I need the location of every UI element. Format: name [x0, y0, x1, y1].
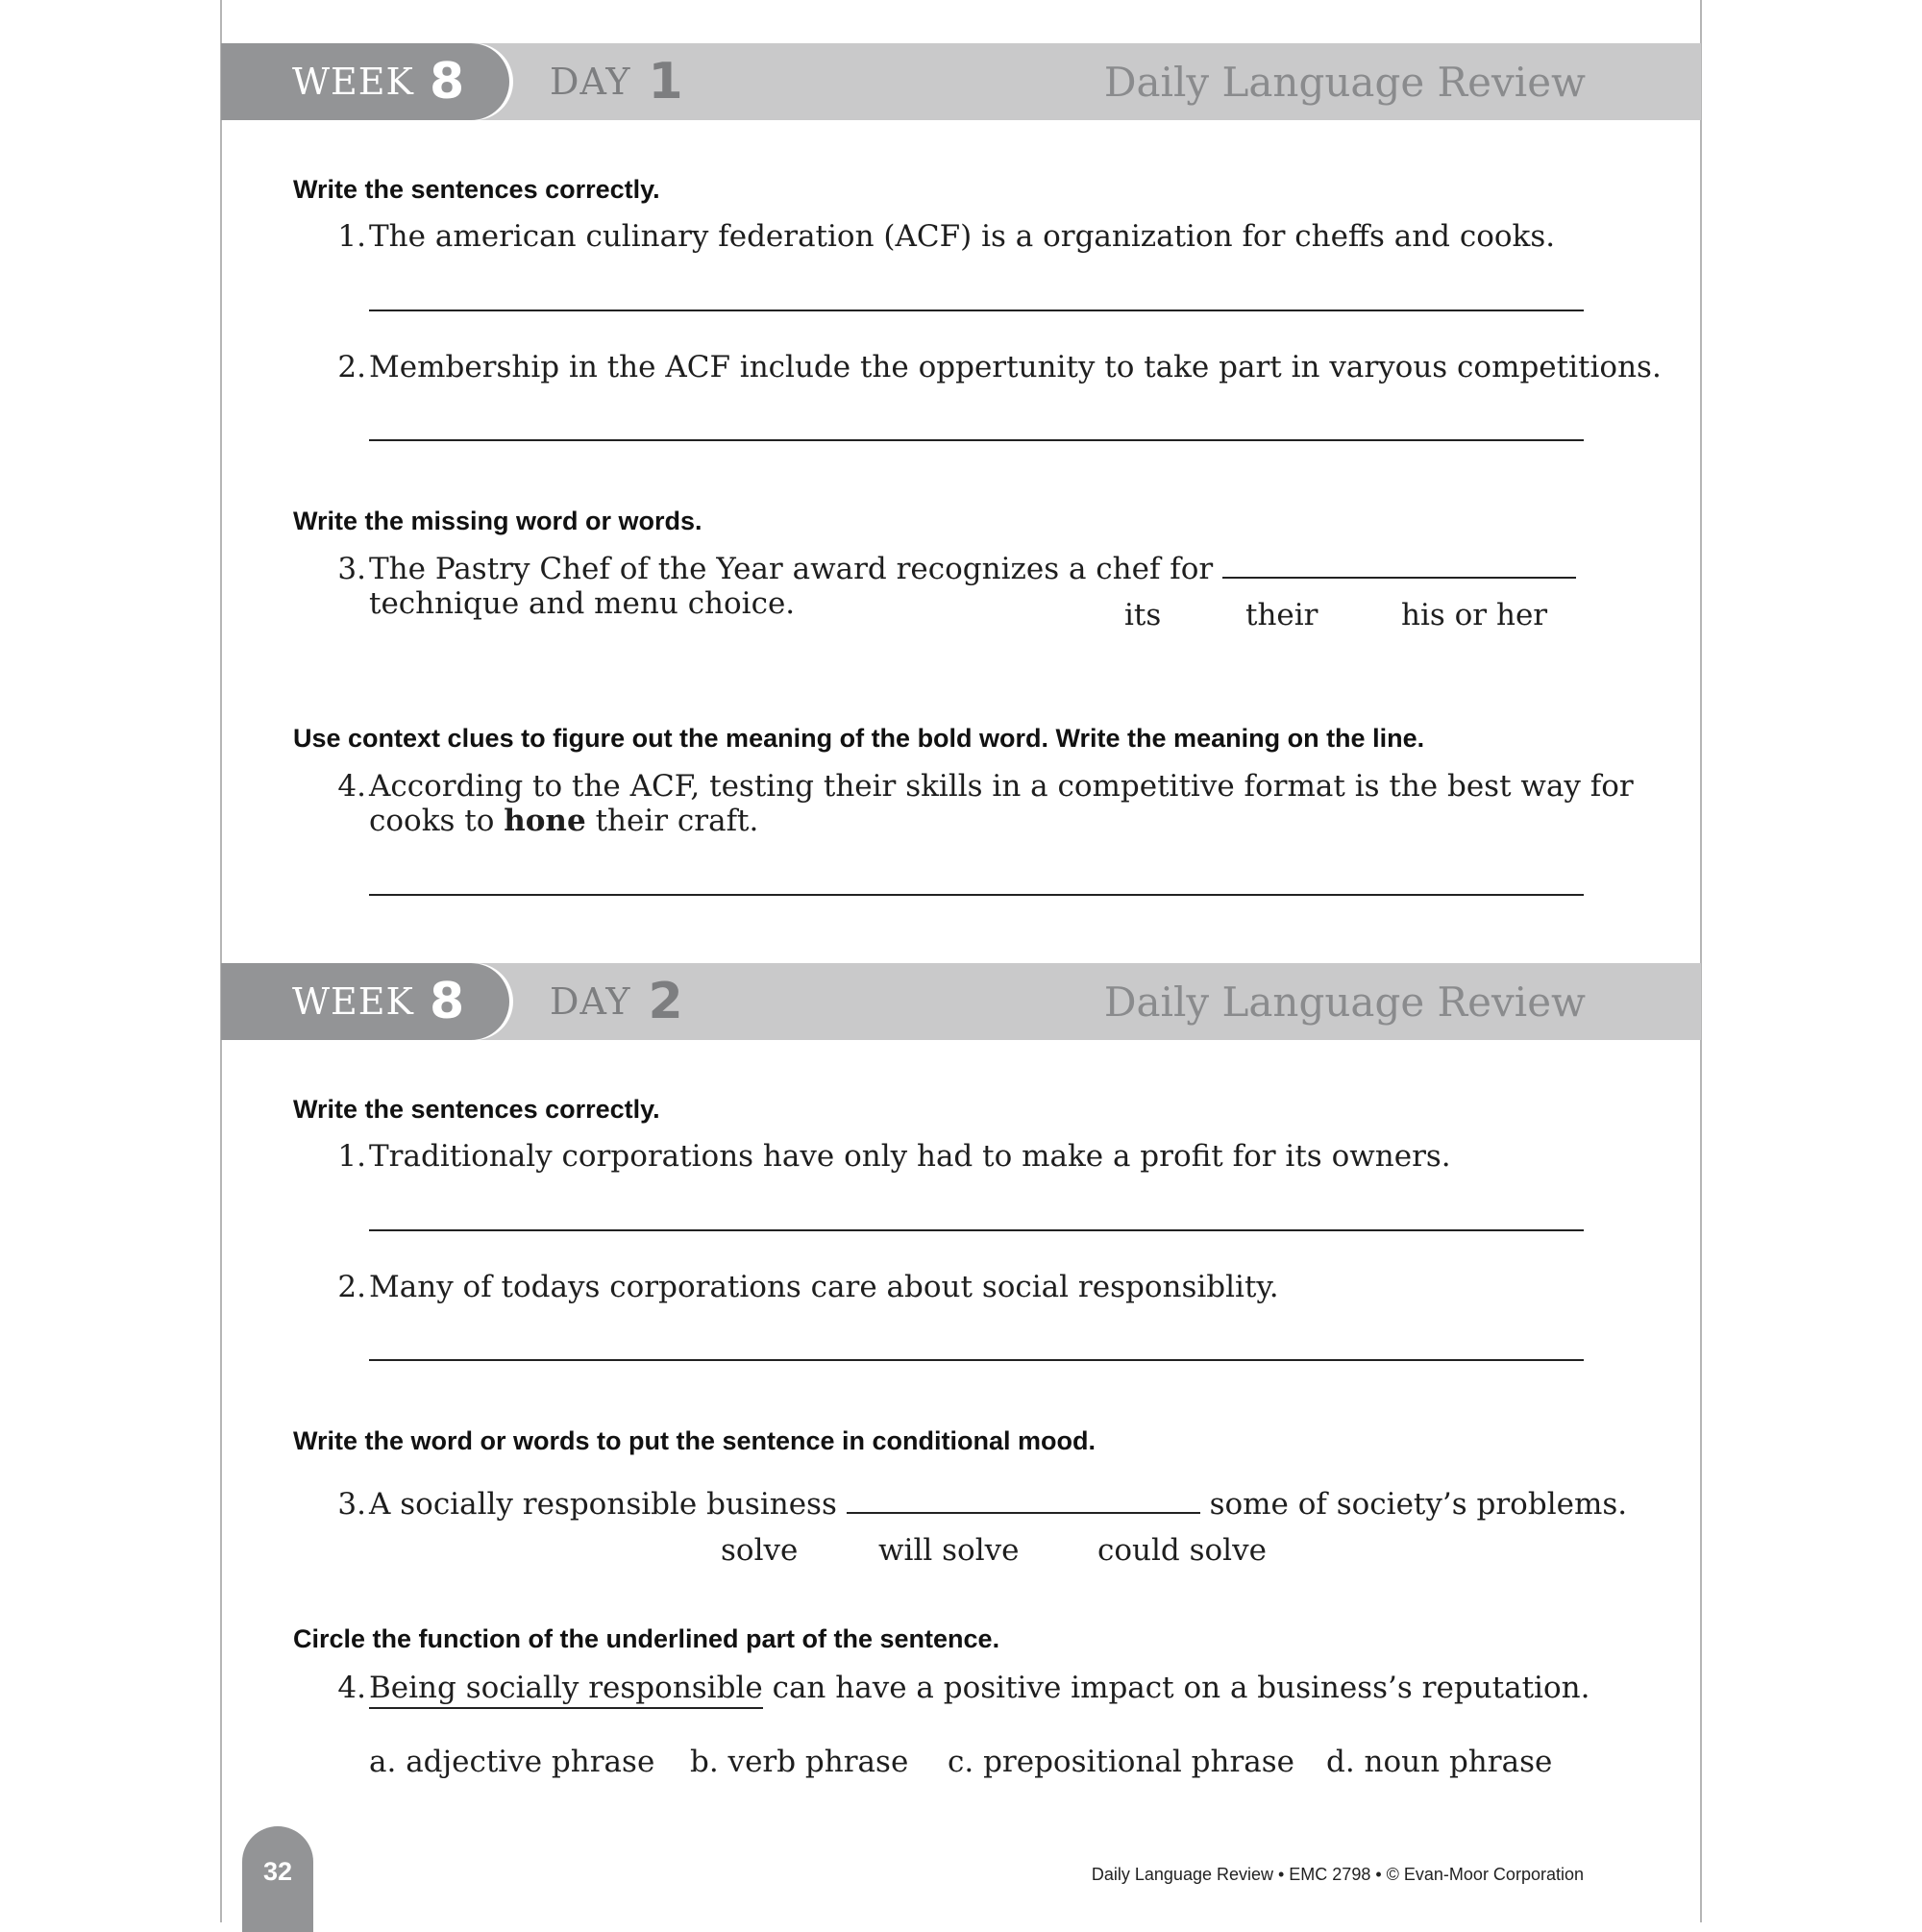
answer-option[interactable]: b. verb phrase	[690, 1745, 909, 1779]
instruction: Use context clues to figure out the meaning of the bold word. Write the meaning on the line.	[293, 724, 1425, 753]
week-tab	[221, 43, 509, 120]
answer-option[interactable]: c. prepositional phrase	[948, 1745, 1295, 1779]
page-border-right	[1700, 0, 1702, 1922]
instruction: Write the word or words to put the sentence in conditional mood.	[293, 1426, 1097, 1455]
answer-line[interactable]	[369, 1229, 1584, 1231]
question-number: 4.	[337, 769, 366, 804]
answer-option[interactable]: a. adjective phrase	[369, 1745, 655, 1779]
day-label	[550, 43, 683, 120]
question-text: Many of todays corporations care about social responsiblity.	[369, 1270, 1279, 1304]
day2-banner	[221, 963, 1701, 1040]
underlined-phrase: Being socially responsible	[369, 1671, 763, 1709]
day1-banner	[221, 43, 1701, 120]
banner-title: Daily Language Review	[1103, 978, 1586, 1026]
instruction: Write the sentences correctly.	[293, 175, 660, 204]
question-text: A socially responsible business	[369, 1487, 837, 1522]
instruction: Write the sentences correctly.	[293, 1095, 660, 1124]
question-text: The Pastry Chef of the Year award recognizes a chef for	[369, 552, 1214, 586]
choice-option[interactable]: its	[1124, 598, 1162, 632]
question-text: some of society’s problems.	[1209, 1487, 1628, 1522]
question-text: cooks to	[369, 804, 495, 838]
week-label: WEEK	[292, 980, 414, 1023]
question-text: Traditionaly corporations have only had to make a profit for its owners.	[369, 1139, 1451, 1174]
question-number: 1.	[337, 1139, 366, 1174]
day-number: 2	[648, 973, 683, 1030]
instruction: Circle the function of the underlined part of the sentence.	[293, 1624, 1000, 1653]
question-text: their craft.	[595, 804, 759, 838]
question-number: 4.	[337, 1671, 366, 1705]
choice-option[interactable]: solve	[721, 1533, 799, 1568]
page-number: 32	[262, 1857, 293, 1886]
day-number: 1	[648, 53, 683, 111]
question-number: 2.	[337, 350, 366, 384]
choice-option[interactable]: his or her	[1401, 598, 1548, 632]
day-label	[550, 963, 683, 1040]
footer-credit: Daily Language Review • EMC 2798 • © Evan-Moor Corporation	[1091, 1865, 1584, 1884]
week-tab	[221, 963, 509, 1040]
bold-word: hone	[504, 804, 586, 838]
week-number: 8	[429, 53, 465, 111]
question-number: 2.	[337, 1270, 366, 1304]
week-number: 8	[429, 973, 465, 1030]
choice-option[interactable]: their	[1245, 598, 1318, 632]
question-text: According to the ACF, testing their skills in a competitive format is the best way for	[369, 769, 1634, 804]
question-text: Membership in the ACF include the oppertunity to take part in varyous competitions.	[369, 350, 1662, 384]
answer-line[interactable]	[369, 894, 1584, 896]
question-text: can have a positive impact on a business’s reputation.	[772, 1671, 1590, 1705]
choice-option[interactable]: could solve	[1097, 1533, 1267, 1568]
day-word: DAY	[550, 980, 631, 1023]
answer-line[interactable]	[369, 310, 1584, 311]
fill-in-blank[interactable]	[1222, 552, 1576, 579]
question-number: 1.	[337, 219, 366, 254]
answer-line[interactable]	[369, 439, 1584, 441]
instruction: Write the missing word or words.	[293, 507, 702, 535]
day-word: DAY	[550, 61, 631, 103]
fill-in-blank[interactable]	[847, 1487, 1200, 1514]
week-label: WEEK	[292, 61, 414, 103]
banner-title: Daily Language Review	[1103, 58, 1586, 106]
page-border-left	[220, 0, 222, 1922]
answer-option[interactable]: d. noun phrase	[1326, 1745, 1553, 1779]
question-text: technique and menu choice.	[369, 586, 796, 621]
choice-option[interactable]: will solve	[878, 1533, 1020, 1568]
page-number-tab	[242, 1826, 313, 1932]
question-text: The american culinary federation (ACF) is a organization for cheffs and cooks.	[369, 219, 1556, 254]
question-number: 3.	[337, 552, 366, 586]
question-number: 3.	[337, 1487, 366, 1522]
answer-line[interactable]	[369, 1359, 1584, 1361]
